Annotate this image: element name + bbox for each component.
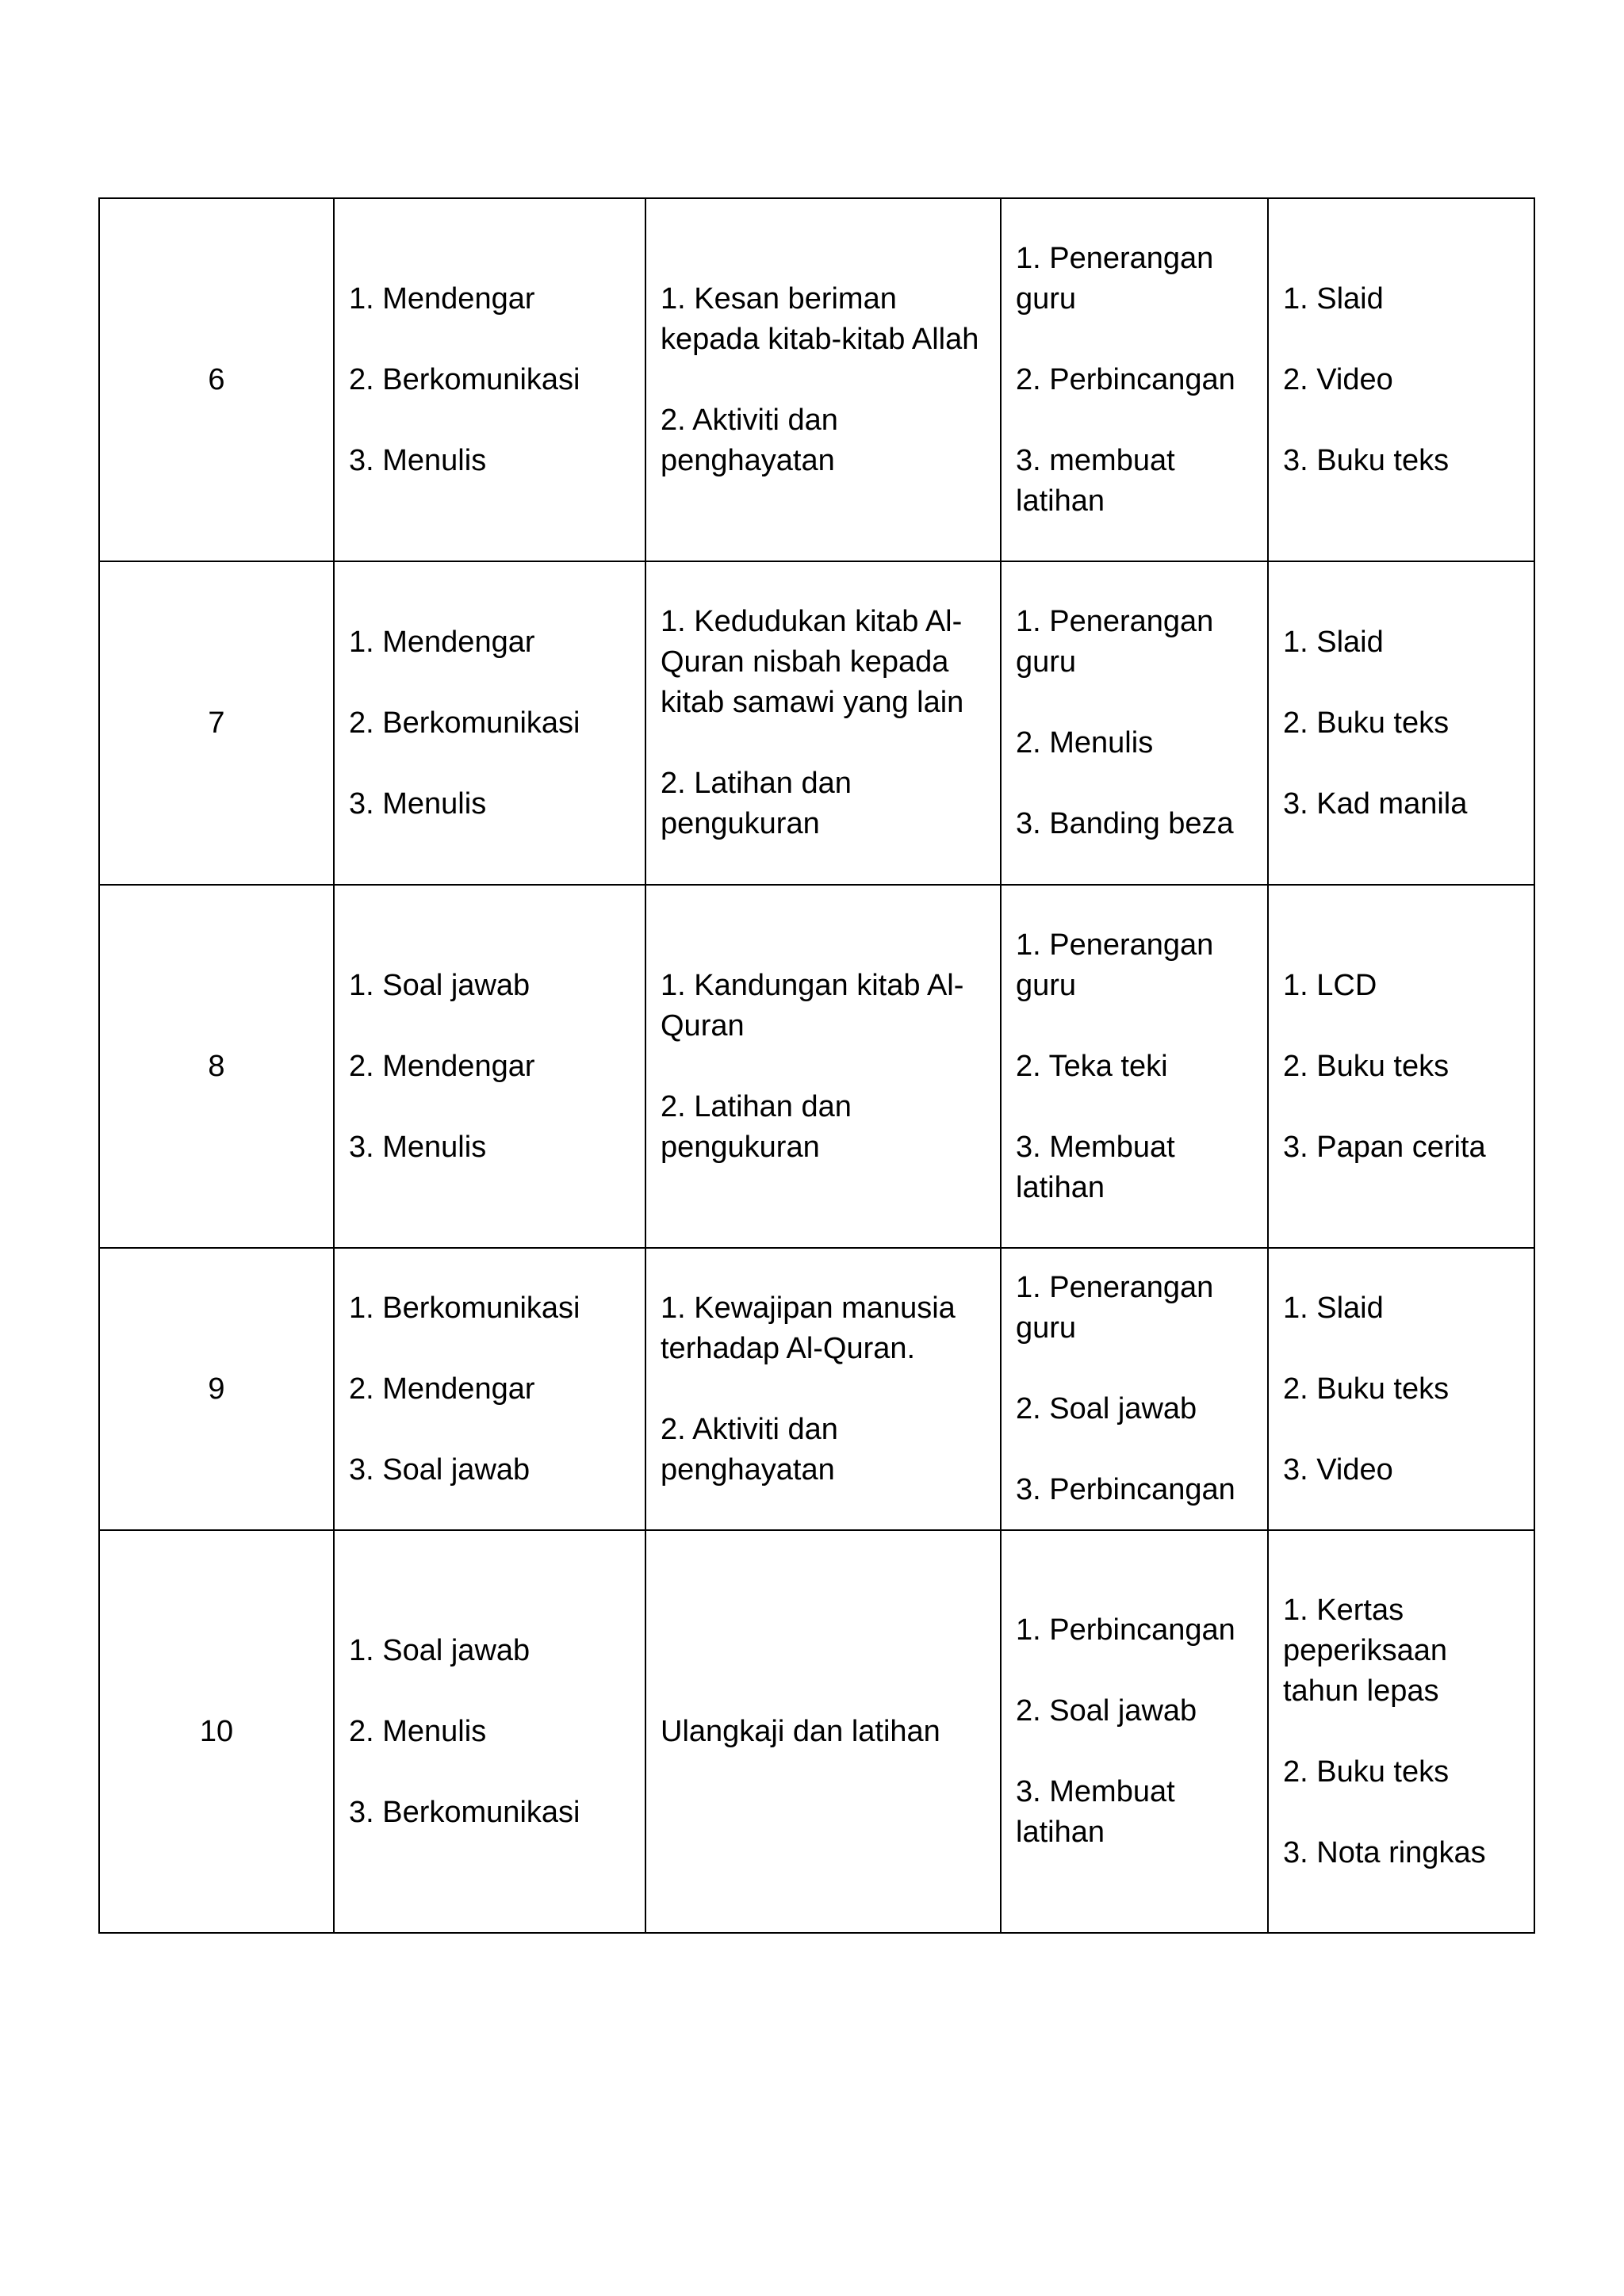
method-item: 3. Membuat latihan [1016, 1130, 1175, 1204]
method-item: 1. Penerangan guru [1016, 241, 1214, 316]
skill-item: 1. Mendengar [349, 625, 535, 659]
topic-item: 1. Kandungan kitab Al-Quran [661, 968, 964, 1043]
skills-cell [334, 1530, 645, 1933]
skill-item: 1. Berkomunikasi [349, 1291, 580, 1325]
skill-item: 1. Soal jawab [349, 1633, 530, 1667]
material-item: 2. Buku teks [1283, 706, 1450, 740]
material-item: 1. Slaid [1283, 1291, 1384, 1325]
topic-item: 2. Aktiviti dan penghayatan [661, 403, 838, 477]
table-row [99, 885, 1534, 1248]
week-number: 6 [208, 362, 225, 396]
week-number: 9 [208, 1372, 225, 1406]
material-item: 2. Buku teks [1283, 1372, 1450, 1406]
material-item: 3. Papan cerita [1283, 1130, 1486, 1164]
materials-cell [1268, 1248, 1534, 1530]
topic-item: 2. Latihan dan pengukuran [661, 767, 852, 840]
week-number: 7 [208, 706, 225, 740]
skill-item: 1. Soal jawab [349, 968, 530, 1002]
materials-cell [1268, 885, 1534, 1248]
topic-item: 1. Kewajipan manusia terhadap Al-Quran. [661, 1291, 956, 1365]
method-item: 1. Penerangan guru [1016, 1271, 1214, 1345]
method-item: 1. Penerangan guru [1016, 928, 1214, 1002]
topic-item: 1. Kesan beriman kepada kitab-kitab Allah [661, 281, 979, 356]
topics-cell [645, 885, 1001, 1248]
skill-item: 3. Menulis [349, 443, 487, 477]
material-item: 3. Kad manila [1283, 786, 1468, 821]
topics-cell [645, 561, 1001, 885]
material-item: 1. Kertas peperiksaan tahun lepas [1283, 1593, 1448, 1708]
topic-item: 2. Aktiviti dan penghayatan [661, 1412, 838, 1487]
materials-cell [1268, 561, 1534, 885]
week-number-cell [99, 198, 334, 561]
skill-item: 2. Mendengar [349, 1049, 535, 1083]
week-number-cell [99, 561, 334, 885]
methods-cell [1001, 1248, 1268, 1530]
table-row [99, 1530, 1534, 1933]
methods-cell [1001, 198, 1268, 561]
topics-cell [645, 1530, 1001, 1933]
material-item: 2. Buku teks [1283, 1755, 1450, 1789]
method-item: 1. Perbincangan [1016, 1613, 1235, 1647]
week-number-cell [99, 1248, 334, 1530]
skill-item: 1. Mendengar [349, 281, 535, 316]
table-body [99, 198, 1534, 1933]
material-item: 3. Buku teks [1283, 443, 1450, 477]
topic-item: 2. Latihan dan pengukuran [661, 1089, 852, 1164]
topic-item: 1. Kedudukan kitab Al-Quran nisbah kepada kitab samawi yang lain [661, 605, 964, 719]
material-item: 1. LCD [1283, 968, 1377, 1002]
topic-item: Ulangkaji dan latihan [661, 1714, 940, 1748]
method-item: 3. Membuat latihan [1016, 1775, 1175, 1849]
method-item: 2. Soal jawab [1016, 1392, 1197, 1425]
skills-cell [334, 561, 645, 885]
topics-cell [645, 1248, 1001, 1530]
skill-item: 3. Menulis [349, 786, 487, 821]
skills-cell [334, 885, 645, 1248]
skill-item: 3. Berkomunikasi [349, 1795, 580, 1829]
material-item: 3. Video [1283, 1452, 1393, 1487]
skill-item: 2. Mendengar [349, 1372, 535, 1406]
week-number: 8 [208, 1049, 225, 1083]
materials-cell [1268, 1530, 1534, 1933]
week-number-cell [99, 885, 334, 1248]
method-item: 1. Penerangan guru [1016, 605, 1214, 679]
method-item: 3. Perbincangan [1016, 1473, 1235, 1506]
method-item: 2. Perbincangan [1016, 362, 1235, 396]
methods-cell [1001, 1530, 1268, 1933]
method-item: 3. Banding beza [1016, 807, 1234, 840]
material-item: 2. Video [1283, 362, 1393, 396]
method-item: 2. Menulis [1016, 726, 1154, 760]
materials-cell [1268, 198, 1534, 561]
skill-item: 2. Menulis [349, 1714, 487, 1748]
week-number-cell [99, 1530, 334, 1933]
material-item: 1. Slaid [1283, 625, 1384, 659]
table-row [99, 561, 1534, 885]
lesson-plan-table [98, 197, 1535, 1934]
material-item: 1. Slaid [1283, 281, 1384, 316]
topics-cell [645, 198, 1001, 561]
method-item: 2. Soal jawab [1016, 1694, 1197, 1728]
skill-item: 3. Menulis [349, 1130, 487, 1164]
skill-item: 2. Berkomunikasi [349, 362, 580, 396]
table-row [99, 198, 1534, 561]
table-row [99, 1248, 1534, 1530]
week-number: 10 [199, 1714, 234, 1748]
skills-cell [334, 1248, 645, 1530]
skills-cell [334, 198, 645, 561]
material-item: 2. Buku teks [1283, 1049, 1450, 1083]
methods-cell [1001, 561, 1268, 885]
method-item: 2. Teka teki [1016, 1049, 1168, 1083]
skill-item: 2. Berkomunikasi [349, 706, 580, 740]
methods-cell [1001, 885, 1268, 1248]
skill-item: 3. Soal jawab [349, 1452, 530, 1487]
material-item: 3. Nota ringkas [1283, 1835, 1486, 1869]
method-item: 3. membuat latihan [1016, 443, 1175, 518]
